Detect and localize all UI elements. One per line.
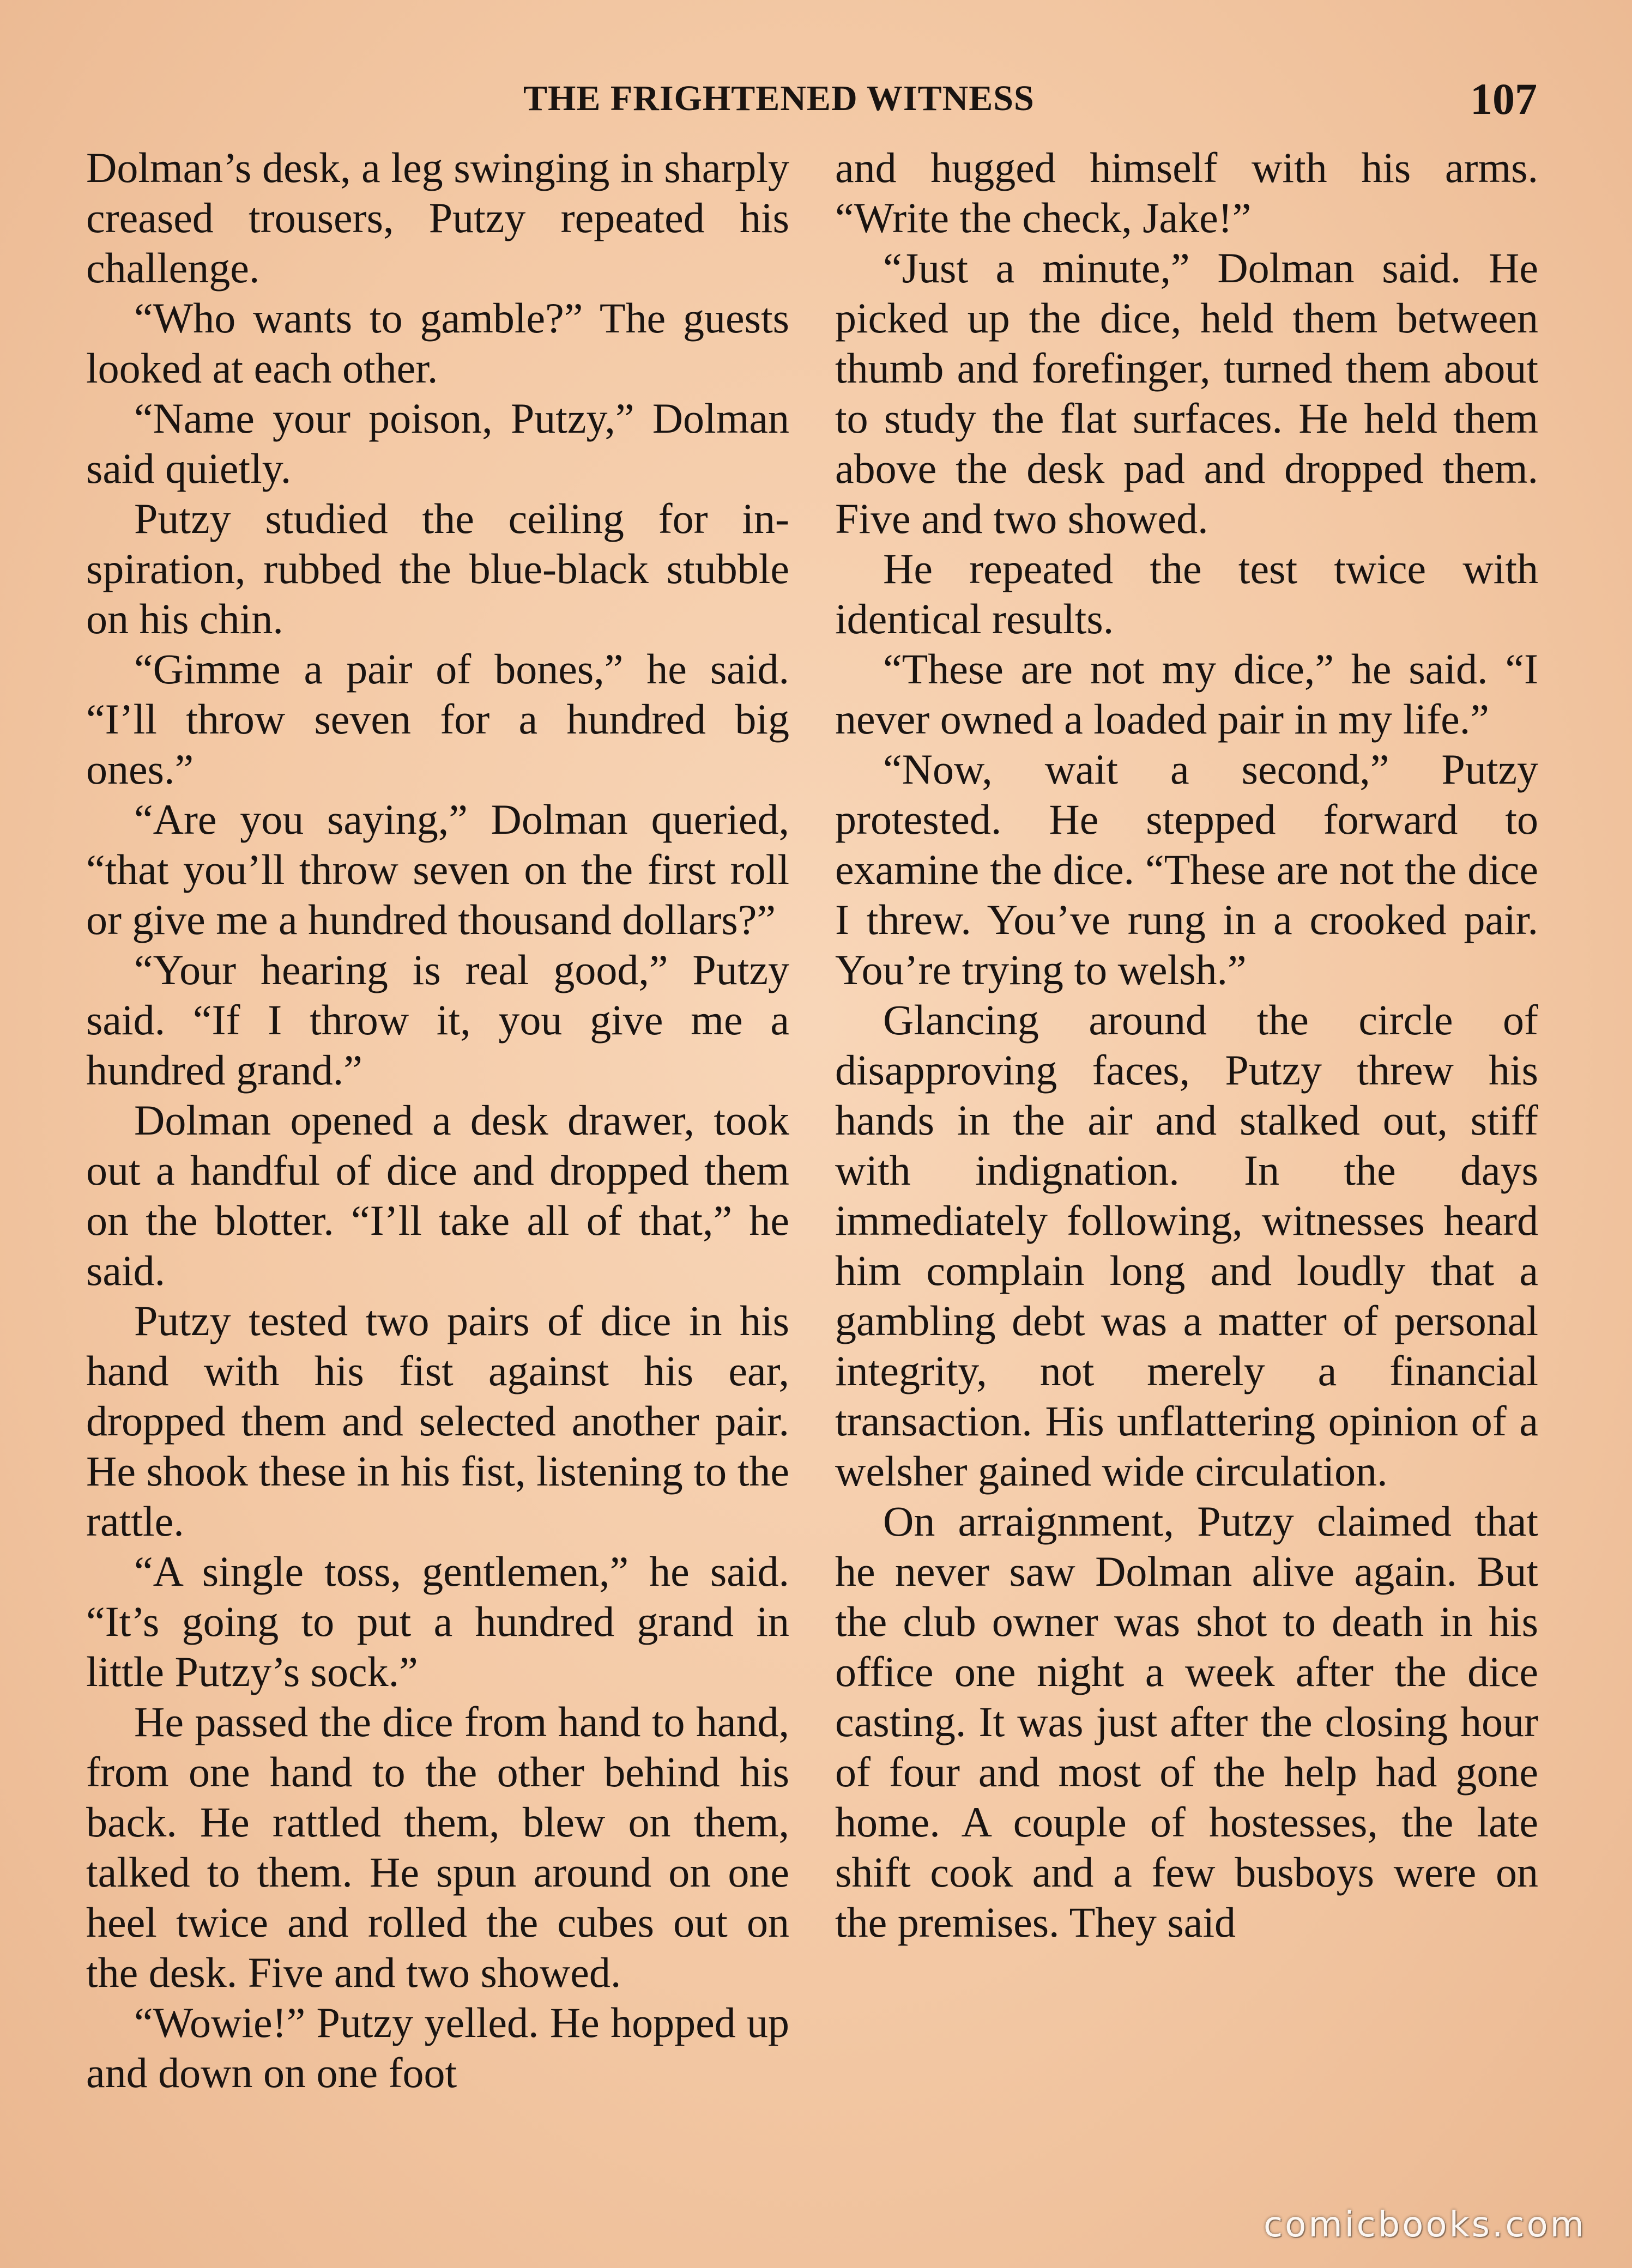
page-header	[87, 74, 1537, 134]
paragraph: “Gimme a pair of bones,” he said. “I’ll throw seven for a hundred big ones.”	[86, 645, 789, 793]
paragraph: “Who wants to gamble?” The guests looked at each other.	[86, 294, 789, 392]
paragraph: He passed the dice from hand to hand, from one hand to the other behind his back. He rattled them, blew on them, talked to them. He spun around on one heel twice and rolled the cubes out on the desk. Five and two showed.	[86, 1698, 789, 1996]
paragraph: Glancing around the circle of disapproving faces, Putzy threw his hands in the air and stalked out, stiff with indignation. In the days immediately following, witnesses heard him complain long and loudly that a gambling debt was a matter of personal integrity, not merely a financial transaction. His unflattering opinion of a welsher gained wide circulation.	[835, 996, 1538, 1495]
paragraph: On arraignment, Putzy claimed that he never saw Dolman alive again. But the club owner was shot to death in his office one night a week after the dice casting. It was just after the closing hour of four and most of the help had gone home. A couple of hostesses, the late shift cook and a few busboys were on the premises. They said	[835, 1497, 1538, 1946]
paragraph: He repeated the test twice with identical results.	[835, 545, 1538, 642]
paragraph: “Just a minute,” Dolman said. He picked up the dice, held them between thumb and forefinger, turned them about to study the flat surfaces. He held them above the desk pad and dropped them. Five and two showed.	[835, 244, 1538, 542]
paragraph: “A single toss, gentlemen,” he said. “It’s going to put a hundred grand in little Putzy’s sock.”	[86, 1548, 789, 1695]
paragraph: “These are not my dice,” he said. “I never owned a loaded pair in my life.”	[835, 645, 1538, 743]
paragraph: Putzy studied the ceiling for inspiration, rubbed the blue-black stubble on his chin.	[86, 495, 789, 642]
paragraph: and hugged himself with his arms. “Write the check, Jake!”	[835, 144, 1538, 241]
paragraph: “Now, wait a second,” Putzy protested. He stepped forward to examine the dice. “These are not the dice I threw. You’ve rung in a crooked pair. You’re trying to welsh.”	[835, 745, 1538, 993]
page-number: 107	[1470, 74, 1537, 124]
paragraph: “Wowie!” Putzy yelled. He hopped up and down on one foot	[86, 1999, 789, 2096]
paragraph: “Name your poison, Putzy,” Dolman said quietly.	[86, 395, 789, 492]
left-column	[86, 143, 789, 2098]
running-title: THE FRIGHTENED WITNESS	[523, 78, 1035, 118]
paragraph: “Your hearing is real good,” Putzy said. “If I throw it, you give me a hundred grand.”	[86, 946, 789, 1094]
paragraph: “Are you saying,” Dolman queried, “that you’ll throw seven on the first roll or give me a hundred thousand dollars?”	[86, 796, 789, 943]
right-column	[835, 143, 1538, 1948]
site-watermark: comicbooks.com	[1263, 2205, 1586, 2245]
paragraph: Dolman opened a desk drawer, took out a handful of dice and dropped them on the blotter. “I’ll take all of that,” he said.	[86, 1096, 789, 1294]
paragraph: Putzy tested two pairs of dice in his hand with his fist against his ear, dropped them and selected another pair. He shook these in his fist, listening to the rattle.	[86, 1297, 789, 1545]
paragraph: Dolman’s desk, a leg swinging in sharply creased trousers, Putzy repeated his challenge.	[86, 144, 789, 292]
